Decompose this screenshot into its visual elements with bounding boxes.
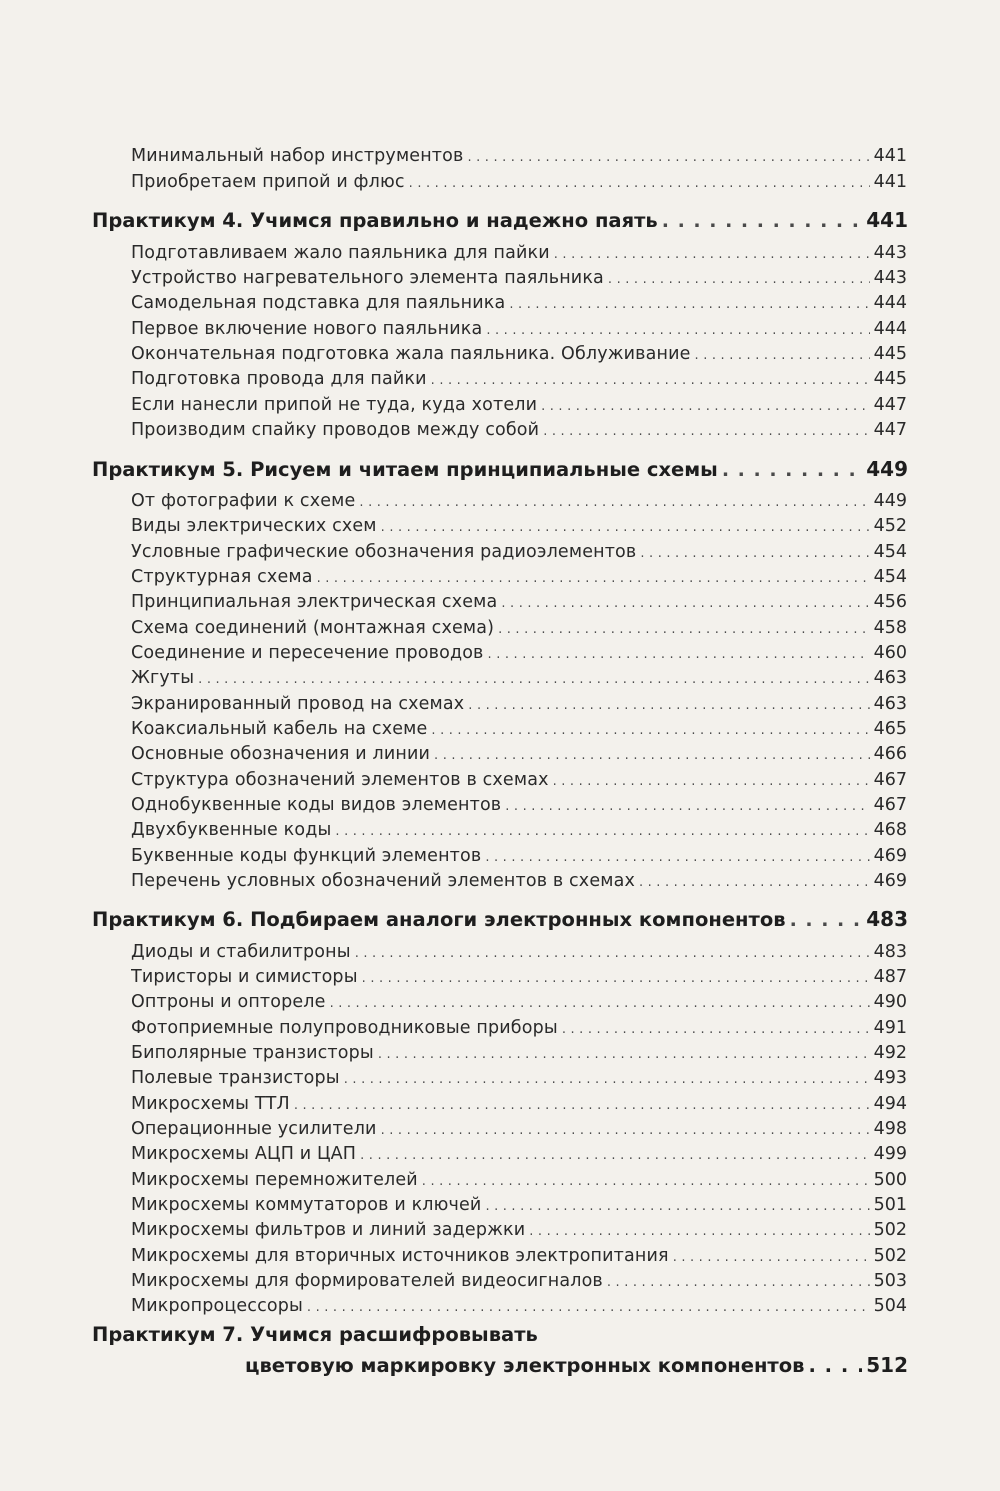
toc-page-number: 469	[873, 871, 907, 891]
toc-entry-title: Виды электрических схем	[131, 516, 377, 536]
toc-page-number: 460	[873, 643, 907, 663]
dot-leader	[640, 541, 869, 565]
toc-entry[interactable]	[131, 565, 907, 590]
dot-leader	[378, 1042, 870, 1066]
dot-leader	[562, 1017, 870, 1041]
toc-entry-title: Принципиальная электрическая схема	[131, 592, 498, 612]
dot-leader	[198, 667, 869, 691]
toc-entry-title: Оптроны и оптореле	[131, 992, 326, 1012]
toc-entry-title: Основные обозначения и линии	[131, 744, 431, 764]
toc-entry-title: Однобуквенные коды видов элементов	[131, 795, 502, 815]
toc-entry[interactable]	[131, 393, 907, 418]
toc-page-number: 499	[873, 1144, 907, 1164]
toc-entry[interactable]	[131, 793, 907, 818]
toc-entry[interactable]	[131, 1041, 907, 1066]
toc-page-number: 445	[873, 369, 907, 389]
dot-leader	[485, 1194, 869, 1218]
toc-entry-title: Структура обозначений элементов в схемах	[131, 770, 549, 790]
toc-page-number: 468	[873, 820, 907, 840]
toc-page-number: 444	[873, 319, 907, 339]
dot-leader	[662, 206, 863, 235]
toc-page-number: 449	[866, 457, 908, 481]
toc-page-number: 465	[873, 719, 907, 739]
toc-entry[interactable]	[131, 844, 907, 869]
toc-entry[interactable]	[131, 990, 907, 1015]
dot-leader	[509, 292, 869, 316]
toc-entry[interactable]	[131, 1142, 907, 1167]
toc-entry[interactable]	[131, 692, 907, 717]
toc-entry-title: Диоды и стабилитроны	[131, 942, 351, 962]
toc-entry-title: Биполярные транзисторы	[131, 1043, 374, 1063]
toc-page-number: 456	[873, 592, 907, 612]
toc-entry[interactable]	[131, 1244, 907, 1269]
toc-entry-title: Практикум 4. Учимся правильно и надежно паять	[92, 209, 658, 232]
toc-page-number: 494	[873, 1094, 907, 1114]
toc-entry[interactable]	[131, 641, 907, 666]
toc-entry[interactable]	[131, 940, 907, 965]
toc-entry-title: Тиристоры и симисторы	[131, 967, 358, 987]
toc-page-number: 490	[873, 992, 907, 1012]
toc-entry-title: Соединение и пересечение проводов	[131, 643, 484, 663]
toc-entry-title: Микросхемы для вторичных источников электропитания	[131, 1246, 669, 1266]
toc-page-number: 454	[873, 542, 907, 562]
toc-page-number: 500	[873, 1170, 907, 1190]
dot-leader	[355, 941, 870, 965]
toc-page-number: 501	[873, 1195, 907, 1215]
dot-leader	[541, 394, 870, 418]
toc-page-number: 492	[873, 1043, 907, 1063]
toc-page-number: 463	[873, 668, 907, 688]
toc-entry[interactable]	[131, 1016, 907, 1041]
toc-entry[interactable]	[131, 540, 907, 565]
toc-page-number: 503	[873, 1271, 907, 1291]
toc-page-number: 498	[873, 1119, 907, 1139]
dot-leader	[607, 1270, 870, 1294]
dot-leader	[554, 242, 870, 266]
toc-page-number: 483	[866, 907, 908, 931]
toc-entry[interactable]	[131, 965, 907, 990]
dot-leader	[467, 145, 869, 169]
dot-leader	[488, 642, 870, 666]
toc-entry-title: Окончательная подготовка жала паяльника. Облуживание	[131, 344, 691, 364]
toc-entry[interactable]	[131, 418, 907, 443]
toc-entry-title: Перечень условных обозначений элементов в схемах	[131, 871, 635, 891]
toc-entry[interactable]	[131, 489, 907, 514]
dot-leader	[543, 419, 869, 443]
toc-entry[interactable]	[131, 590, 907, 615]
toc-entry-title: Двухбуквенные коды	[131, 820, 332, 840]
dot-leader	[381, 515, 870, 539]
toc-entry[interactable]	[131, 317, 907, 342]
toc-page-number: 445	[873, 344, 907, 364]
toc-entry-title: Полевые транзисторы	[131, 1068, 340, 1088]
dot-leader	[431, 718, 869, 742]
toc-entry[interactable]	[131, 1294, 907, 1319]
dot-leader	[505, 794, 869, 818]
toc-page-number: 447	[873, 395, 907, 415]
toc-page-number: 441	[873, 146, 907, 166]
toc-page-number: 512	[866, 1353, 908, 1377]
toc-entry-title: Жгуты	[131, 668, 195, 688]
toc-page-number: 502	[873, 1220, 907, 1240]
toc-entry[interactable]	[131, 144, 907, 169]
dot-leader	[434, 743, 870, 767]
toc-page-number: 467	[873, 795, 907, 815]
toc-entry-title: Микросхемы для формирователей видеосигналов	[131, 1271, 603, 1291]
dot-leader	[422, 1169, 870, 1193]
dot-leader	[359, 490, 869, 514]
toc-entry-title: Коаксиальный кабель на схеме	[131, 719, 428, 739]
toc-entry[interactable]	[131, 1117, 907, 1142]
dot-leader	[485, 845, 869, 869]
toc-page-number: 487	[873, 967, 907, 987]
toc-entry-title: Практикум 5. Рисуем и читаем принципиальные схемы	[92, 458, 718, 481]
toc-page-number: 443	[873, 243, 907, 263]
toc-page-number: 443	[873, 268, 907, 288]
toc-heading[interactable]	[92, 904, 908, 934]
toc-entry[interactable]	[131, 616, 907, 641]
toc-entry-title: Условные графические обозначения радиоэлементов	[131, 542, 637, 562]
toc-page-number: 449	[873, 491, 907, 511]
toc-entry[interactable]	[131, 1066, 907, 1091]
dot-leader	[790, 905, 863, 934]
toc-page-number: 467	[873, 770, 907, 790]
toc-entry[interactable]	[131, 869, 907, 894]
toc-entry-title: Микросхемы фильтров и линий задержки	[131, 1220, 526, 1240]
dot-leader	[608, 267, 870, 291]
dot-leader	[808, 1351, 862, 1381]
toc-heading-praktikum-7[interactable]	[92, 1320, 908, 1381]
toc-page-number: 441	[866, 208, 908, 232]
toc-page-number: 458	[873, 618, 907, 638]
dot-leader	[431, 368, 870, 392]
dot-leader	[695, 343, 870, 367]
dot-leader	[307, 1295, 870, 1319]
dot-leader	[722, 455, 862, 484]
toc-page-number: 463	[873, 694, 907, 714]
dot-leader	[362, 966, 870, 990]
toc-entry[interactable]	[131, 1269, 907, 1294]
dot-leader	[294, 1093, 870, 1117]
toc-heading-title-line2: цветовую маркировку электронных компонентов	[245, 1354, 805, 1377]
toc-entry[interactable]	[131, 742, 907, 767]
dot-leader	[344, 1067, 870, 1091]
toc-entry[interactable]	[131, 342, 907, 367]
toc-entry-title: Буквенные коды функций элементов	[131, 846, 482, 866]
dot-leader	[673, 1245, 870, 1269]
toc-page-number: 493	[873, 1068, 907, 1088]
dot-leader	[501, 591, 869, 615]
toc-entry-title: Производим спайку проводов между собой	[131, 420, 540, 440]
toc-entry-title: Операционные усилители	[131, 1119, 377, 1139]
toc-entry[interactable]	[131, 666, 907, 691]
toc-entry-title: Структурная схема	[131, 567, 313, 587]
dot-leader	[468, 693, 869, 717]
dot-leader	[335, 819, 869, 843]
dot-leader	[529, 1219, 869, 1243]
toc-entry[interactable]	[131, 367, 907, 392]
dot-leader	[381, 1118, 870, 1142]
toc-entry[interactable]	[131, 291, 907, 316]
toc-entry[interactable]	[131, 514, 907, 539]
toc-entry[interactable]	[131, 241, 907, 266]
dot-leader	[639, 870, 870, 894]
toc-page-number: 466	[873, 744, 907, 764]
toc-entry-title: Подготавливаем жало паяльника для пайки	[131, 243, 550, 263]
toc-heading-title-line1: Практикум 7. Учимся расшифровывать	[92, 1323, 538, 1346]
toc-heading[interactable]	[92, 205, 908, 235]
toc-entry-title: Фотоприемные полупроводниковые приборы	[131, 1018, 558, 1038]
toc-entry-title: Микросхемы ТТЛ	[131, 1094, 290, 1114]
toc-entry[interactable]	[131, 1193, 907, 1218]
toc-entry-title: Микропроцессоры	[131, 1296, 303, 1316]
toc-page-number: 483	[873, 942, 907, 962]
toc-heading[interactable]	[92, 454, 908, 484]
toc-entry-title: От фотографии к схеме	[131, 491, 356, 511]
toc-entry-title: Практикум 6. Подбираем аналоги электронных компонентов	[92, 908, 786, 931]
toc-entry-title: Самодельная подставка для паяльника	[131, 293, 506, 313]
toc-page-number: 454	[873, 567, 907, 587]
toc-entry[interactable]	[131, 768, 907, 793]
toc-entry-title: Первое включение нового паяльника	[131, 319, 483, 339]
toc-entry[interactable]	[131, 1168, 907, 1193]
dot-leader	[317, 566, 870, 590]
dot-leader	[409, 171, 870, 195]
dot-leader	[330, 991, 870, 1015]
toc-page-number: 469	[873, 846, 907, 866]
toc-entry-title: Микросхемы АЦП и ЦАП	[131, 1144, 357, 1164]
dot-leader	[486, 318, 869, 342]
toc-page-number: 444	[873, 293, 907, 313]
toc-page-number: 502	[873, 1246, 907, 1266]
toc-entry-title: Схема соединений (монтажная схема)	[131, 618, 495, 638]
toc-page-number: 452	[873, 516, 907, 536]
toc-entry[interactable]	[131, 266, 907, 291]
toc-entry-title: Микросхемы перемножителей	[131, 1170, 418, 1190]
toc-entry[interactable]	[131, 170, 907, 195]
toc-entry-title: Приобретаем припой и флюс	[131, 172, 405, 192]
toc-page-number: 504	[873, 1296, 907, 1316]
toc-page-number: 441	[873, 172, 907, 192]
toc-page-number: 491	[873, 1018, 907, 1038]
toc-entry-title: Если нанесли припой не туда, куда хотели	[131, 395, 538, 415]
toc-entry[interactable]	[131, 1218, 907, 1243]
toc-entry-title: Подготовка провода для пайки	[131, 369, 427, 389]
toc-entry-title: Устройство нагревательного элемента паяльника	[131, 268, 604, 288]
toc-entry-title: Экранированный провод на схемах	[131, 694, 465, 714]
dot-leader	[498, 617, 870, 641]
dot-leader	[553, 769, 870, 793]
toc-entry[interactable]	[131, 818, 907, 843]
toc-entry-title: Минимальный набор инструментов	[131, 146, 464, 166]
toc-entry[interactable]	[131, 717, 907, 742]
toc-page-number: 447	[873, 420, 907, 440]
toc-entry[interactable]	[131, 1092, 907, 1117]
toc-entry-title: Микросхемы коммутаторов и ключей	[131, 1195, 482, 1215]
dot-leader	[360, 1143, 869, 1167]
